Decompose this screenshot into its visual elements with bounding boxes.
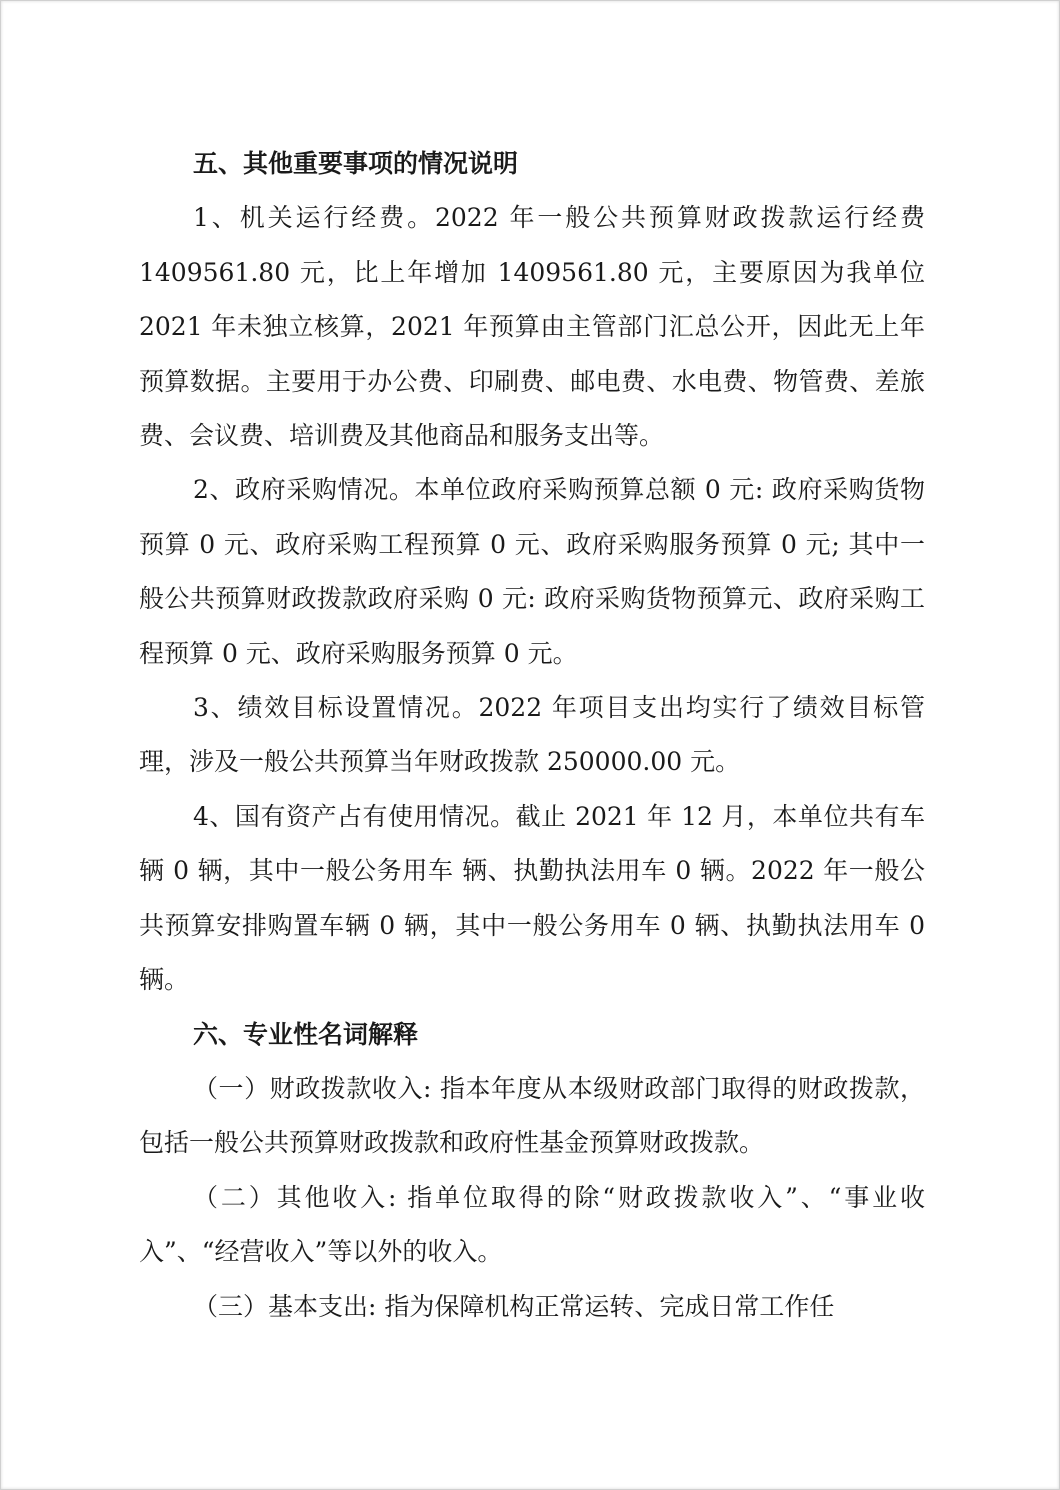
definition-basic-expenditure: （三）基本支出: 指为保障机构正常运转、完成日常工作任 [193, 1291, 835, 1321]
document-body [139, 137, 925, 1334]
paragraph-operating-expenses: 1、机关运行经费。2022 年一般公共预算财政拨款运行经费 1409561.80 元，比上年增加 1409561.80 元，主要原因为我单位 2021 年未独立核算，2021 年预算由主管部门汇总公开，因此无上年预算数据。主要用于办公费、印刷费、邮电费、水电费、物管费、差旅费、会议费、培训费及其他商品和服务支出等。 [139, 203, 925, 451]
definition-other-income: （二）其他收入: 指单位取得的除“财政拨款收入”、“事业收入”、“经营收入”等以外的收入。 [139, 1182, 925, 1267]
definition-fiscal-appropriation-income: （一）财政拨款收入: 指本年度从本级财政部门取得的财政拨款，包括一般公共预算财政拨款和政府性基金预算财政拨款。 [139, 1073, 925, 1158]
section-6-heading: 六、专业性名词解释 [193, 1019, 419, 1049]
section-5-heading: 五、其他重要事项的情况说明 [193, 149, 519, 178]
paragraph-government-procurement: 2、政府采购情况。本单位政府采购预算总额 0 元: 政府采购货物预算 0 元、政府采购工程预算 0 元、政府采购服务预算 0 元; 其中一般公共预算财政拨款政府采购 0 元: 政府采购货物预算元、政府采购工程预算 0 元、政府采购服务预算 0 元。 [139, 475, 925, 668]
paragraph-performance-goals: 3、绩效目标设置情况。2022 年项目支出均实行了绩效目标管理，涉及一般公共预算当年财政拨款 250000.00 元。 [139, 693, 925, 777]
paragraph-state-assets: 4、国有资产占有使用情况。截止 2021 年 12 月，本单位共有车辆 0 辆，其中一般公务用车 辆、执勤执法用车 0 辆。2022 年一般公共预算安排购置车辆 0 辆，其中一般公务用车 0 辆、执勤执法用车 0 辆。 [139, 801, 925, 995]
